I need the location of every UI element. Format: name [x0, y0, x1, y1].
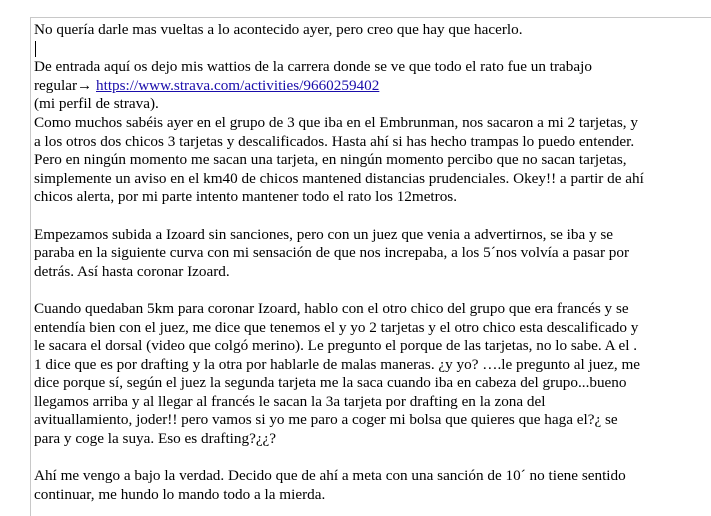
paragraph-line [34, 77, 711, 96]
paragraph-line: Ahí me vengo a bajo la verdad. Decido que de ahí a meta con una sanción de 10´ no tiene sentido [34, 467, 626, 485]
paragraph-line: avituallamiento, joder!! pero vamos si yo me paro a coger mi bolsa que quieres que haga el?¿ se [34, 411, 618, 429]
paragraph-line: 1 dice que es por drafting y la otra por hablarle de malas maneras. ¿y yo? ….le pregunto al juez, me [34, 355, 641, 373]
paragraph-line: chicos alerta, por mi parte intento mantener todo el rato los 12metros. [34, 188, 458, 206]
paragraph-line: dice porque sí, según el juez la segunda tarjeta me la saca cuando iba en cabeza del grupo...bueno [34, 374, 627, 392]
paragraph-line: (mi perfil de strava). [34, 95, 159, 113]
paragraph-line: paraba en la siguiente curva con mi sensación de que nos increpaba, a los 5´nos volvía a pasar por [34, 244, 630, 262]
blank-line [34, 281, 711, 300]
paragraph-line: De entrada aquí os dejo mis wattios de la carrera donde se ve que todo el rato fue un trabajo [34, 58, 592, 76]
paragraph-line: Cuando quedaban 5km para coronar Izoard, hablo con el otro chico del grupo que era francés y se [34, 299, 629, 317]
paragraph-line: Como muchos sabéis ayer en el grupo de 3 que iba en el Embrunman, nos sacaron a mi 2 tarjetas, y [34, 113, 638, 131]
paragraph-line: detrás. Así hasta coronar Izoard. [34, 262, 230, 280]
document-page[interactable] [30, 17, 711, 516]
blank-line [34, 40, 711, 59]
paragraph-line: Pero en ningún momento me sacan una tarjeta, en ningún momento percibo que no sacan tarjetas, [34, 151, 627, 169]
paragraph-line: continuar, me hundo lo mando todo a la mierda. [34, 485, 326, 503]
paragraph-line: para y coge la suya. Eso es drafting?¿¿? [34, 430, 277, 448]
paragraph-line: No quería darle mas vueltas a lo acontecido ayer, pero creo que hay que hacerlo. [34, 21, 523, 38]
link-prefix: regular→ [34, 76, 96, 94]
strava-activity-link[interactable]: https://www.strava.com/activities/9660259402 [96, 76, 380, 94]
paragraph-line: llegamos arriba y al llegar al francés le sacan la 3a tarjeta por drafting en la zona del [34, 392, 546, 410]
blank-line [34, 207, 711, 226]
paragraph-line: Empezamos subida a Izoard sin sanciones, pero con un juez que venia a advertirnos, se iba y se [34, 225, 614, 243]
paragraph-line: a los otros dos chicos 3 tarjetas y descalificados. Hasta ahí si has hecho trampas lo puedo entender. [34, 132, 635, 150]
paragraph-line: simplemente un aviso en el km40 de chicos mantened distancias prudenciales. Okey!! a partir de ahí [34, 169, 644, 187]
paragraph-line: entendía bien con el juez, me dice que tenemos el y yo 2 tarjetas y el otro chico esta descalificado y [34, 318, 639, 336]
blank-line [34, 449, 711, 468]
paragraph-line: le sacara el dorsal (video que colgó merino). Le pregunto el porque de las tarjetas, no lo sabe. A el . [34, 337, 638, 355]
document-body[interactable] [34, 21, 711, 504]
